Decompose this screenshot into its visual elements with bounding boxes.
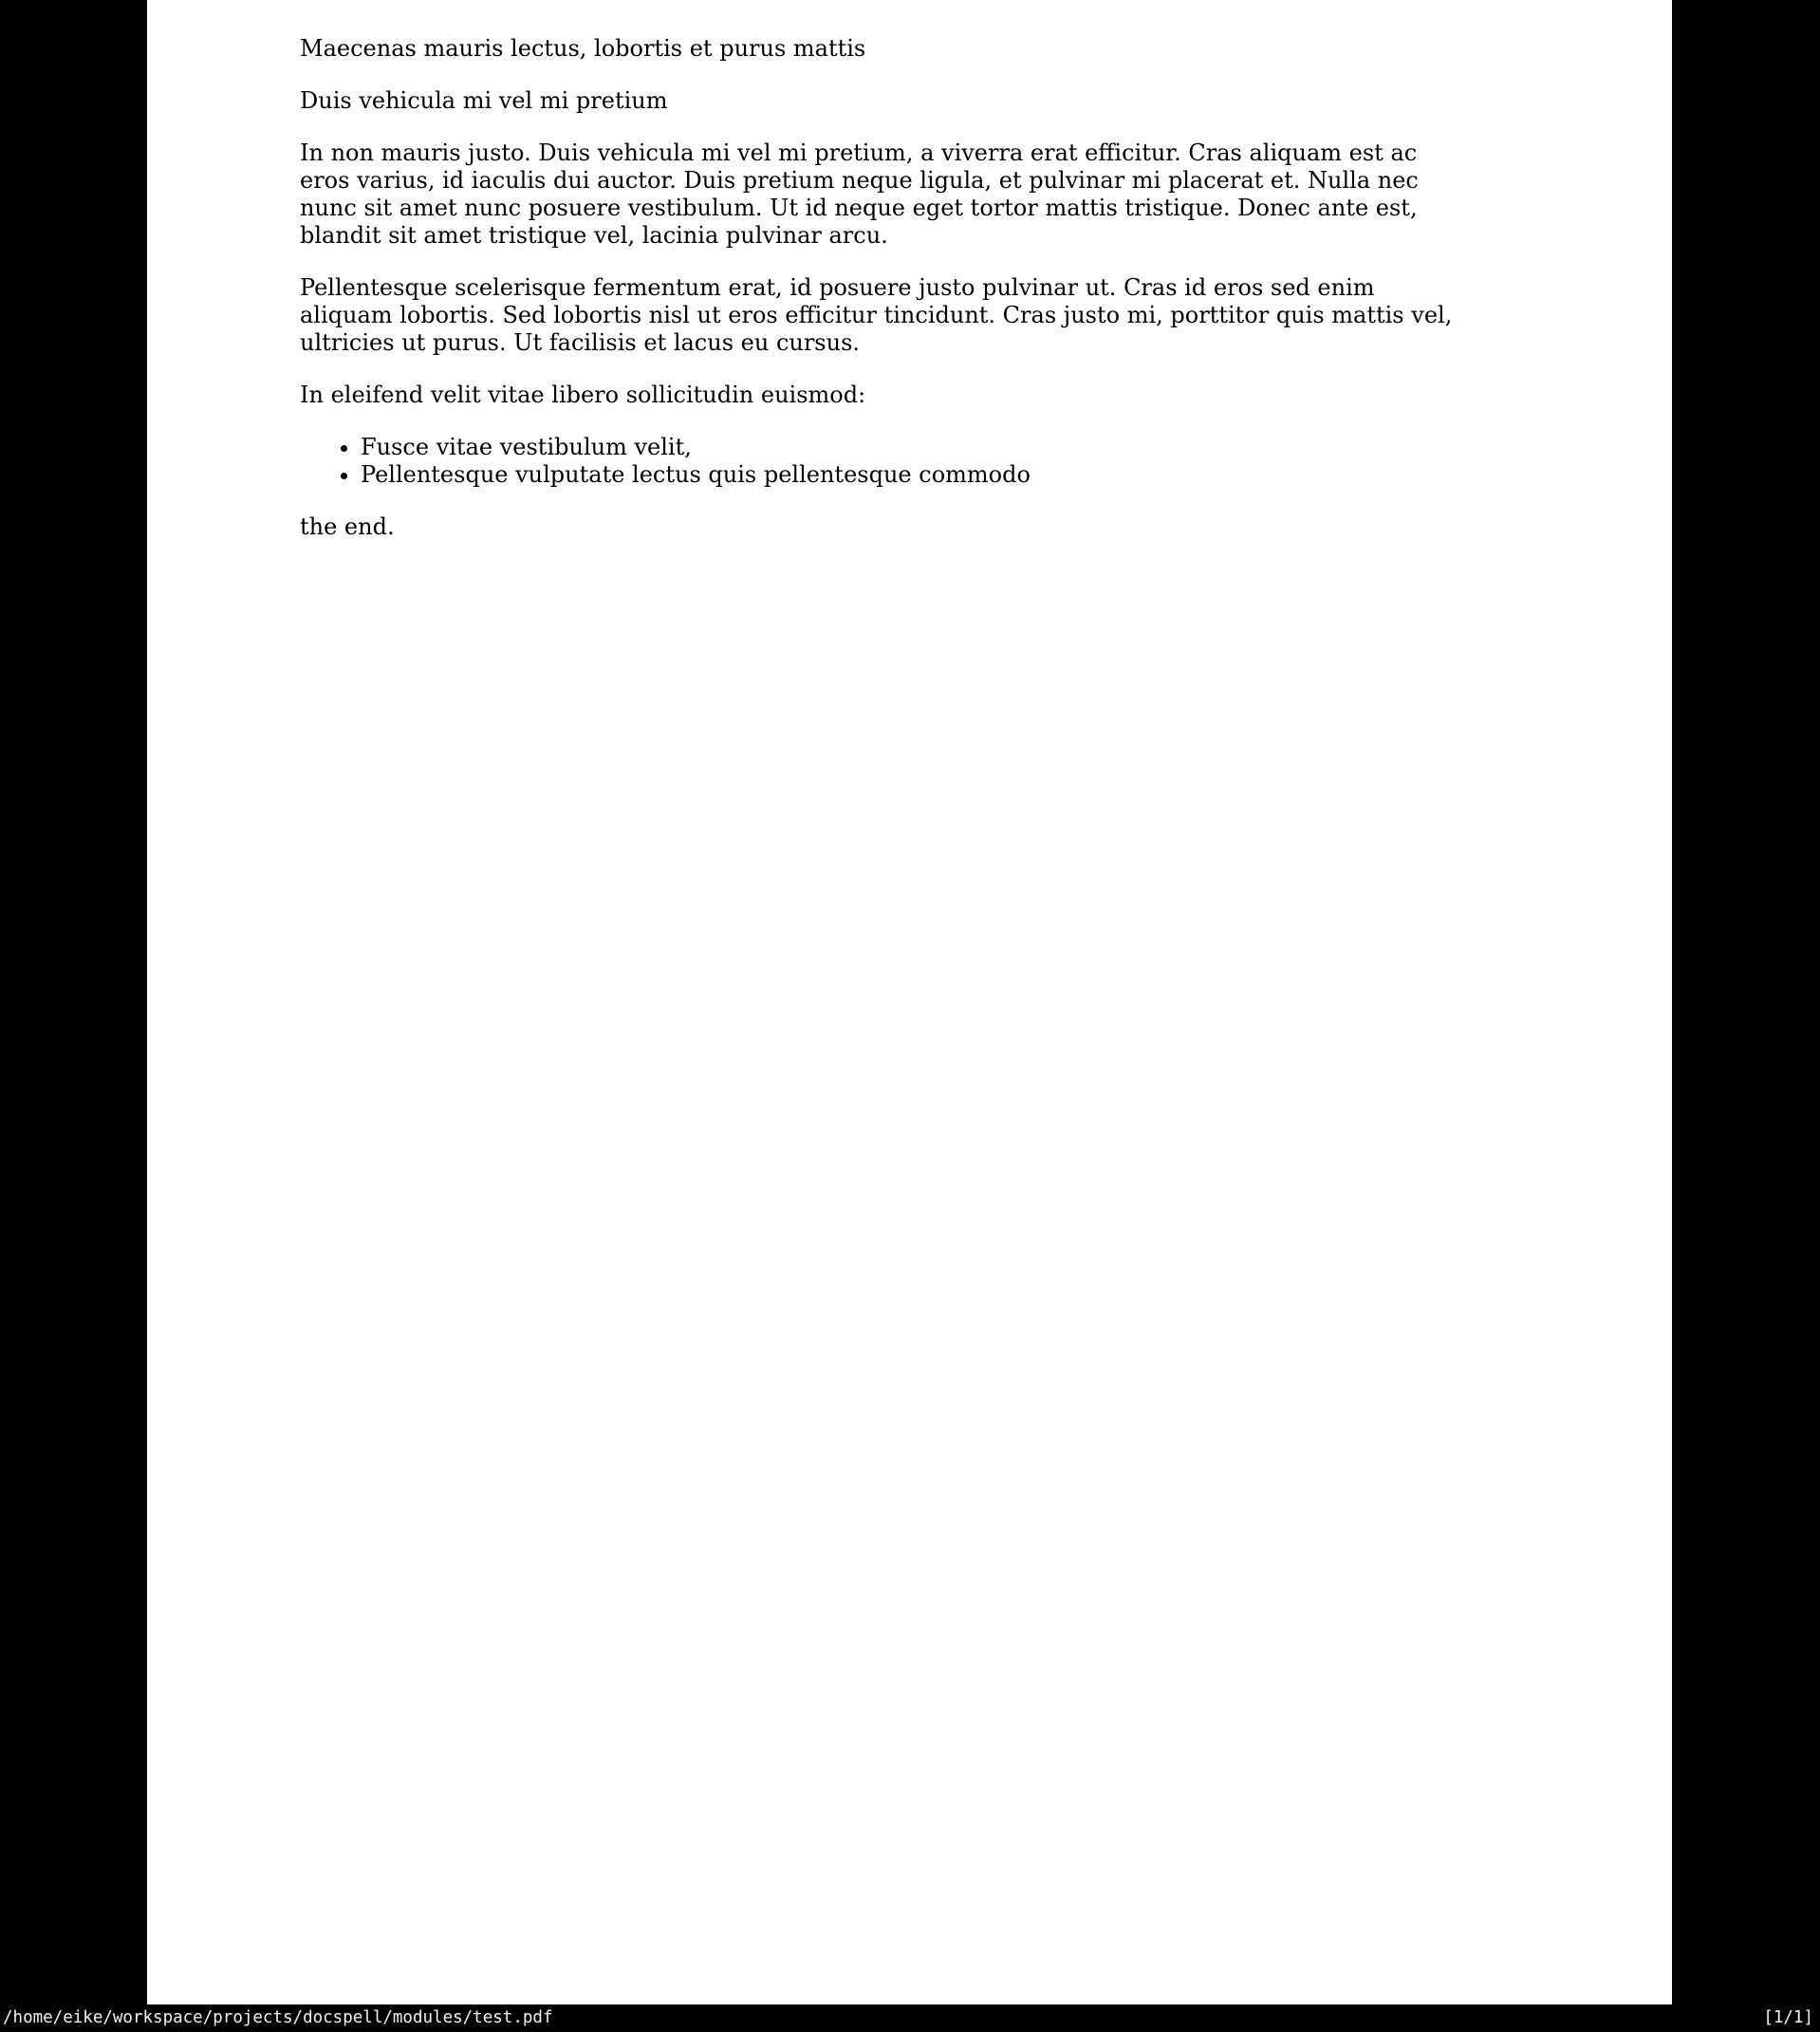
text-line: the end. [300, 513, 395, 540]
closing-paragraph [300, 513, 1520, 541]
text-line: blandit sit amet tristique vel, lacinia pulvinar arcu. [300, 222, 888, 249]
bullet-list [300, 434, 1520, 489]
paragraph [300, 382, 1520, 409]
statusbar-page-indicator: [1/1] [1763, 2007, 1813, 2027]
paragraph [300, 35, 1520, 63]
text-line: ultricies ut purus. Ut facilisis et lacus eu cursus. [300, 329, 861, 356]
document-page[interactable] [147, 0, 1672, 2004]
text-line: Pellentesque scelerisque fermentum erat, id posuere justo pulvinar ut. Cras id eros sed enim [300, 274, 1375, 301]
paragraph [300, 87, 1520, 115]
paragraph [300, 140, 1520, 250]
paragraph [300, 274, 1520, 357]
text-line: Maecenas mauris lectus, lobortis et purus mattis [300, 35, 866, 62]
text-line: aliquam lobortis. Sed lobortis nisl ut eros efficitur tincidunt. Cras justo mi, porttitor quis mattis vel, [300, 302, 1453, 328]
bullet-item: • Fusce vitae vestibulum velit, [361, 434, 1520, 461]
status-bar [0, 2004, 1820, 2032]
text-line: Duis vehicula mi vel mi pretium [300, 87, 668, 114]
text-line: In eleifend velit vitae libero sollicitudin euismod: [300, 382, 866, 408]
text-line: In non mauris justo. Duis vehicula mi vel mi pretium, a viverra erat efficitur. Cras aliquam est ac [300, 140, 1418, 166]
text-line: nunc sit amet nunc posuere vestibulum. Ut id neque eget tortor mattis tristique. Donec ante est, [300, 195, 1418, 221]
text-line: eros varius, id iaculis dui auctor. Duis pretium neque ligula, et pulvinar mi placerat et. Nulla nec [300, 167, 1419, 194]
bullet-item: • Pellentesque vulputate lectus quis pellentesque commodo [361, 461, 1520, 489]
statusbar-file-path: /home/eike/workspace/projects/docspell/modules/test.pdf [3, 2007, 553, 2027]
